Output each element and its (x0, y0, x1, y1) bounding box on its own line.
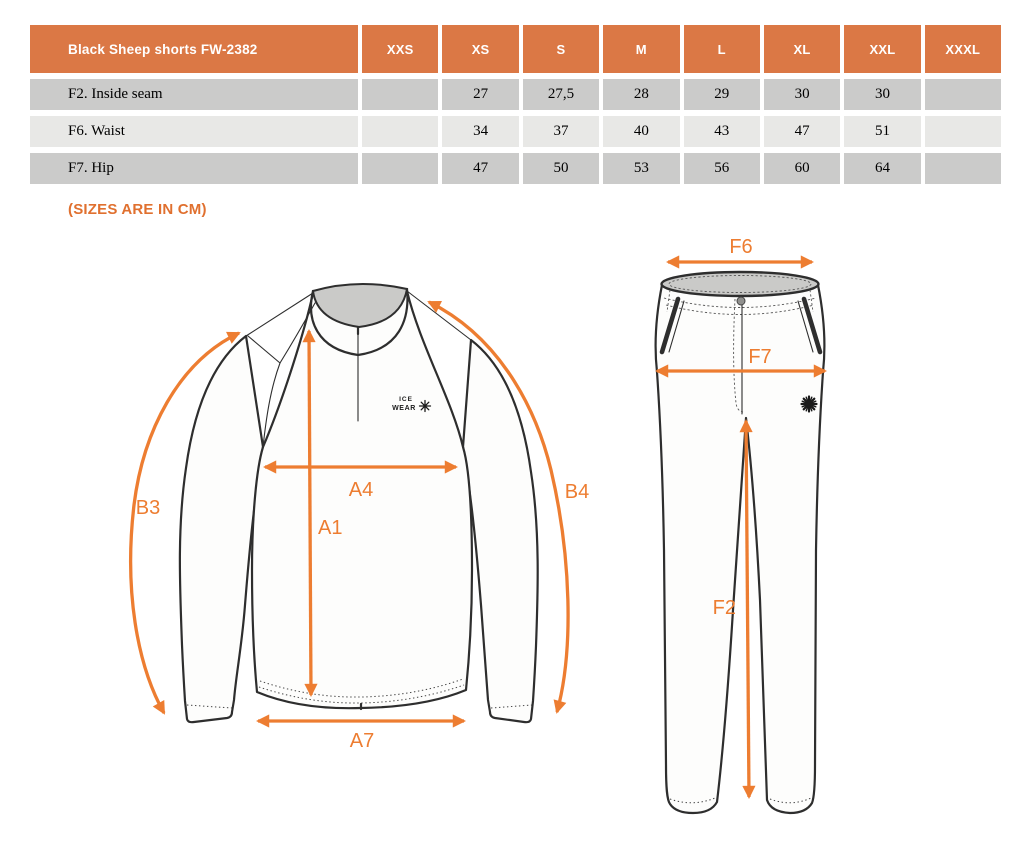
arrow-f2 (746, 421, 749, 797)
cell-waist-xxs (362, 116, 438, 147)
shirt-shoulder-panel-seam (248, 336, 280, 363)
measure-label-f7: F7 (748, 346, 772, 368)
cell-waist-m: 40 (603, 116, 679, 147)
measure-label-f2: F2 (712, 597, 736, 619)
table-title-cell: Black Sheep shorts FW-2382 (30, 25, 358, 73)
cell-waist-xl: 47 (764, 116, 840, 147)
logo-line1: ICE (399, 396, 413, 403)
shirt-sleeve-right (463, 340, 538, 722)
size-table (30, 25, 1001, 184)
shirt-sleeve-left (180, 336, 263, 722)
cell-waist-xxl: 51 (844, 116, 920, 147)
cell-hip-xs: 47 (442, 153, 518, 184)
arrow-a1 (309, 331, 311, 695)
snowflake-icon (420, 401, 431, 412)
snowflake-icon (802, 397, 817, 412)
measure-label-a4: A4 (348, 479, 374, 501)
pants-drawing (656, 272, 825, 813)
cell-inside-seam-xxs (362, 79, 438, 110)
measure-label-b3: B3 (135, 497, 161, 519)
measure-label-f6: F6 (729, 236, 753, 258)
cell-inside-seam-l: 29 (684, 79, 760, 110)
pants-silhouette (656, 285, 825, 813)
size-header-xxl: XXL (844, 25, 920, 73)
cell-waist-xs: 34 (442, 116, 518, 147)
measure-label-a1: A1 (318, 517, 343, 539)
cell-inside-seam-xs: 27 (442, 79, 518, 110)
size-header-m: M (603, 25, 679, 73)
measure-label-a7: A7 (349, 730, 375, 752)
shirt-drawing (180, 284, 538, 722)
cell-inside-seam-s: 27,5 (523, 79, 599, 110)
size-header-xs: XS (442, 25, 518, 73)
row-label-waist: F6. Waist (30, 116, 358, 147)
cell-waist-xxxl (925, 116, 1001, 147)
cell-waist-s: 37 (523, 116, 599, 147)
cell-hip-s: 50 (523, 153, 599, 184)
size-header-l: L (684, 25, 760, 73)
cell-hip-m: 53 (603, 153, 679, 184)
cell-inside-seam-xl: 30 (764, 79, 840, 110)
cell-hip-xxs (362, 153, 438, 184)
cell-hip-l: 56 (684, 153, 760, 184)
cell-hip-xxl: 64 (844, 153, 920, 184)
cell-waist-l: 43 (684, 116, 760, 147)
measure-label-b4: B4 (564, 481, 590, 503)
row-label-inside-seam: F2. Inside seam (30, 79, 358, 110)
size-header-xxxl: XXXL (925, 25, 1001, 73)
row-label-hip: F7. Hip (30, 153, 358, 184)
cell-hip-xl: 60 (764, 153, 840, 184)
cell-inside-seam-xxl: 30 (844, 79, 920, 110)
pants-button (737, 297, 745, 305)
logo-line2: WEAR (392, 405, 416, 412)
size-header-xxs: XXS (362, 25, 438, 73)
cell-hip-xxxl (925, 153, 1001, 184)
size-header-xl: XL (764, 25, 840, 73)
cell-inside-seam-m: 28 (603, 79, 679, 110)
sizes-unit-note: (SIZES ARE IN CM) (68, 201, 207, 218)
cell-inside-seam-xxxl (925, 79, 1001, 110)
size-header-s: S (523, 25, 599, 73)
